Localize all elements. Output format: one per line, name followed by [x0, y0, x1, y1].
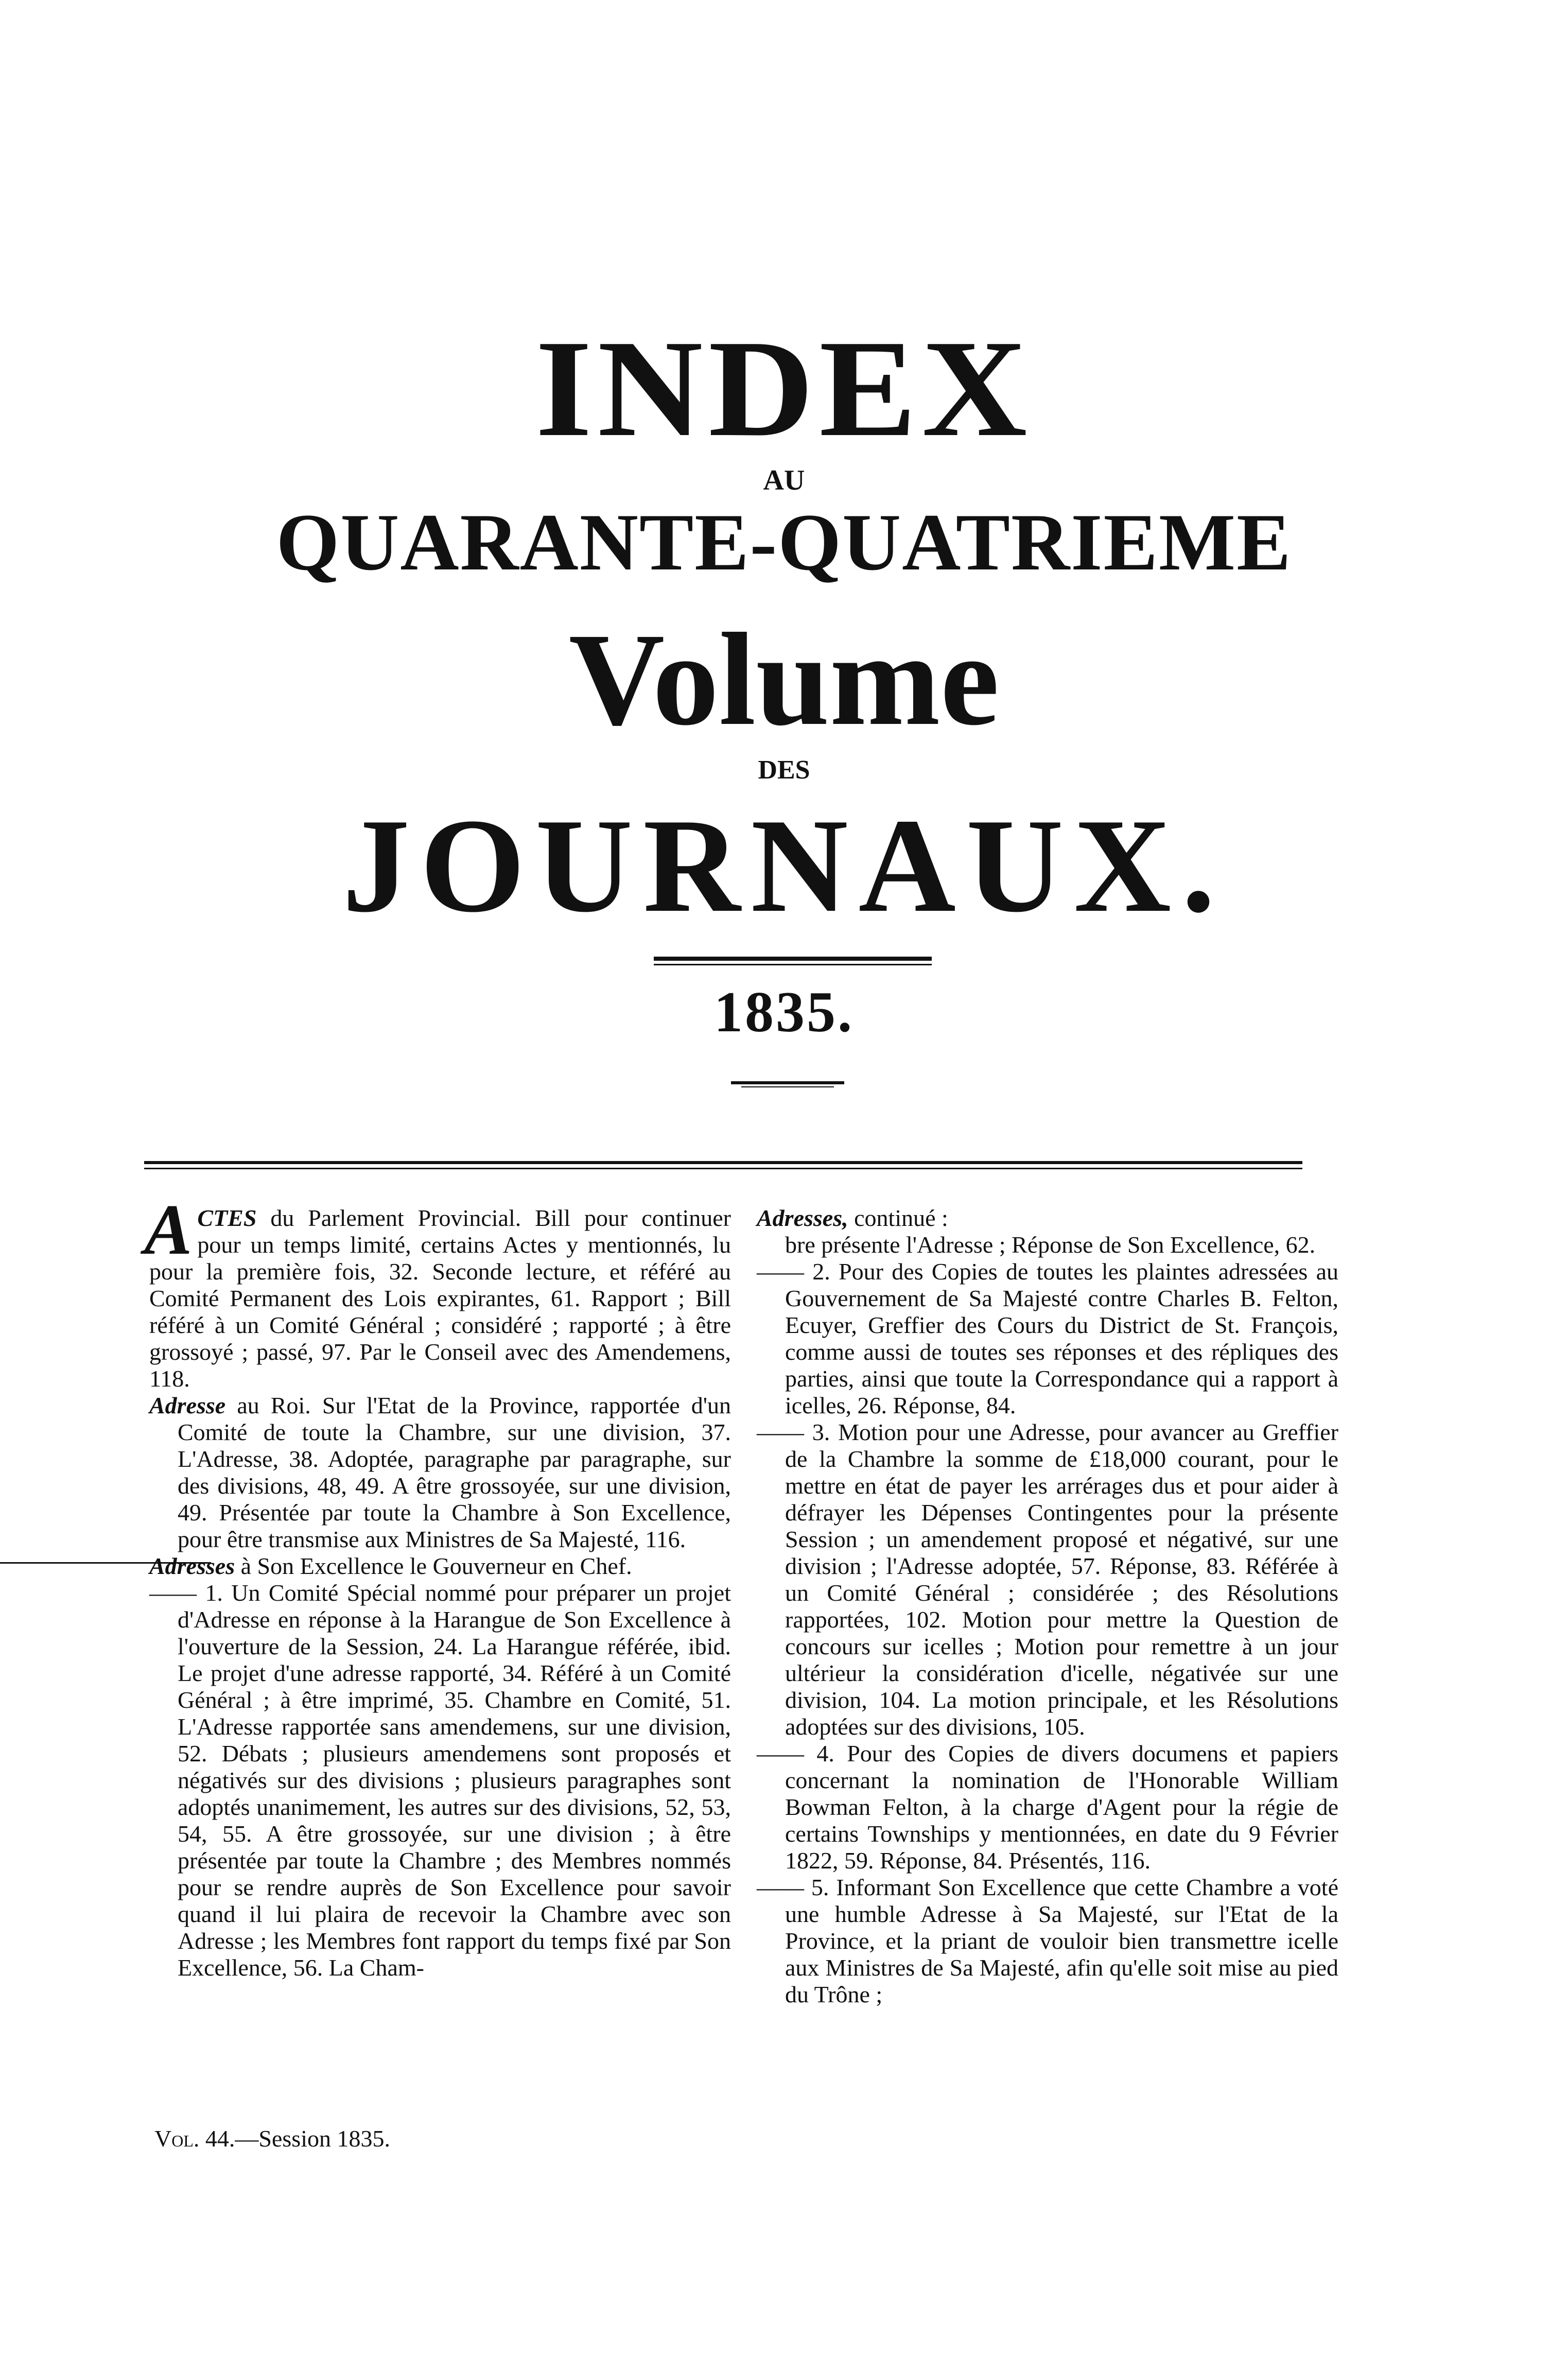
title-year: 1835.	[714, 980, 854, 1044]
continuation-head: Adresses,	[757, 1205, 848, 1231]
title-journaux: JOURNAUX.	[342, 791, 1226, 940]
subentry-5: —— 5. Informant Son Excellence que cette Chambre a voté une humble Adresse à Sa Majesté, sur l'Etat de la Province, et la priant de vouloir bien transmettre icelle aux Ministres de Sa Majesté, afin qu'elle soit mise au pied du Trône ;	[757, 1874, 1338, 2007]
entry-adresse-roi-text: au Roi. Sur l'Etat de la Province, rapportée d'un Comité de toute la Chambre, sur une division, 37. L'Adresse, 38. Adoptée, paragraphe par paragraphe, sur des divisions, 48, 49. A être grossoyée, sur une division, 49. Présentée par toute la Chambre à Son Excellence, pour être transmise aux Ministres de Sa Majesté, 116.	[178, 1392, 731, 1552]
section-rule-thick	[144, 1161, 1302, 1164]
section-rule-thin	[144, 1168, 1302, 1169]
rule-above-year-thick	[654, 957, 932, 961]
rule-below-year-thin	[741, 1086, 834, 1087]
left-column	[144, 1190, 731, 1981]
entry-adresse-roi-head: Adresse	[149, 1392, 226, 1418]
right-column	[757, 1205, 1338, 2008]
subentry-1: —— 1. Un Comité Spécial nommé pour préparer un projet d'Adresse en réponse à la Harangue de Son Excellence à l'ouverture de la Session, 24. La Harangue référée, ibid. Le projet d'une adresse rapporté, 34. Référé à un Comité Général ; à être imprimé, 35. Chambre en Comité, 51. L'Adresse rapportée sans amendemens, sur une division, 52. Débats ; plusieurs amendemens sont proposés et négativés sur des divisions ; plusieurs paragraphes sont adoptés unanimement, les autres sur des divisions, 52, 53, 54, 55. A être grossoyée, sur une division ; à être présentée par toute la Chambre ; des Membres nommés pour se rendre auprès de Son Excellence pour savoir quand il lui plaira de recevoir la Chambre avec son Adresse ; les Membres font rapport du temps fixé par Son Excellence, 56. La Cham-	[149, 1580, 731, 1981]
entry-adresses-gouverneur	[149, 1553, 731, 1580]
entry-adresses-gouverneur-head: Adresses	[149, 1553, 235, 1579]
title-index: INDEX	[535, 311, 1033, 465]
footer-session: 44.—Session 1835.	[205, 2125, 390, 2152]
subentry-4: —— 4. Pour des Copies de divers documens et papiers concernant la nomination de l'Honorable William Bowman Felton, à la charge d'Agent pour la régie de certains Townships y mentionnées, en date du 9 Février 1822, 59. Réponse, 84. Présentés, 116.	[757, 1740, 1338, 1874]
continuation-label: continué :	[854, 1205, 948, 1231]
title-au: AU	[763, 464, 805, 496]
continuation-heading	[757, 1205, 1338, 1232]
entry-actes-head: CTES	[197, 1205, 257, 1231]
drop-cap: A	[144, 1190, 193, 1270]
entry-actes-text: du Parlement Provincial. Bill pour continuer pour un temps limité, certains Actes y mentionnés, lu pour la première fois, 32. Seconde lecture, et référé au Comité Permanent des Lois expirantes, 61. Rapport ; Bill référé à un Comité Général ; considéré ; rapporté ; à être grossoyé ; passé, 97. Par le Conseil avec des Amendemens, 118.	[149, 1205, 731, 1392]
subentry-2: —— 2. Pour des Copies de toutes les plaintes adressées au Gouvernement de Sa Majesté contre Charles B. Felton, Ecuyer, Greffier des Cours du District de St. François, comme aussi de toutes ses réponses et des répliques des parties, ainsi que toute la Correspondance qui a rapport à icelles, 26. Réponse, 84.	[757, 1258, 1338, 1418]
title-quarante-quatrieme: QUARANTE-QUATRIEME	[276, 497, 1292, 587]
rule-below-year	[731, 1081, 844, 1084]
continuation-text: bre présente l'Adresse ; Réponse de Son Excellence, 62.	[785, 1232, 1316, 1258]
entry-adresse-roi	[149, 1392, 731, 1553]
title-volume: Volume	[568, 605, 1000, 753]
footer-signature	[154, 2125, 390, 2152]
footer-vol: Vol.	[154, 2125, 200, 2152]
entry-adresses-gouverneur-text: à Son Excellence le Gouverneur en Chef.	[240, 1553, 632, 1579]
entry-actes	[144, 1190, 731, 1392]
subentry-3: —— 3. Motion pour une Adresse, pour avancer au Greffier de la Chambre la somme de £18,000 courant, pour le mettre en état de payer les arrérages dus et pour aider à défrayer les Dépenses Contingentes pour la présente Session ; un amendement proposé et négativé, sur une division ; l'Adresse adoptée, 57. Réponse, 83. Référée à un Comité Général ; considérée ; des Résolutions rapportées, 102. Motion pour mettre la Question de concours sur icelles ; Motion pour remettre à un jour ultérieur la considération d'icelle, négativée sur une division, 104. La motion principale, et les Résolutions adoptées sur des divisions, 105.	[757, 1419, 1338, 1740]
rule-above-year-thin	[654, 964, 932, 965]
title-des: DES	[758, 755, 810, 785]
